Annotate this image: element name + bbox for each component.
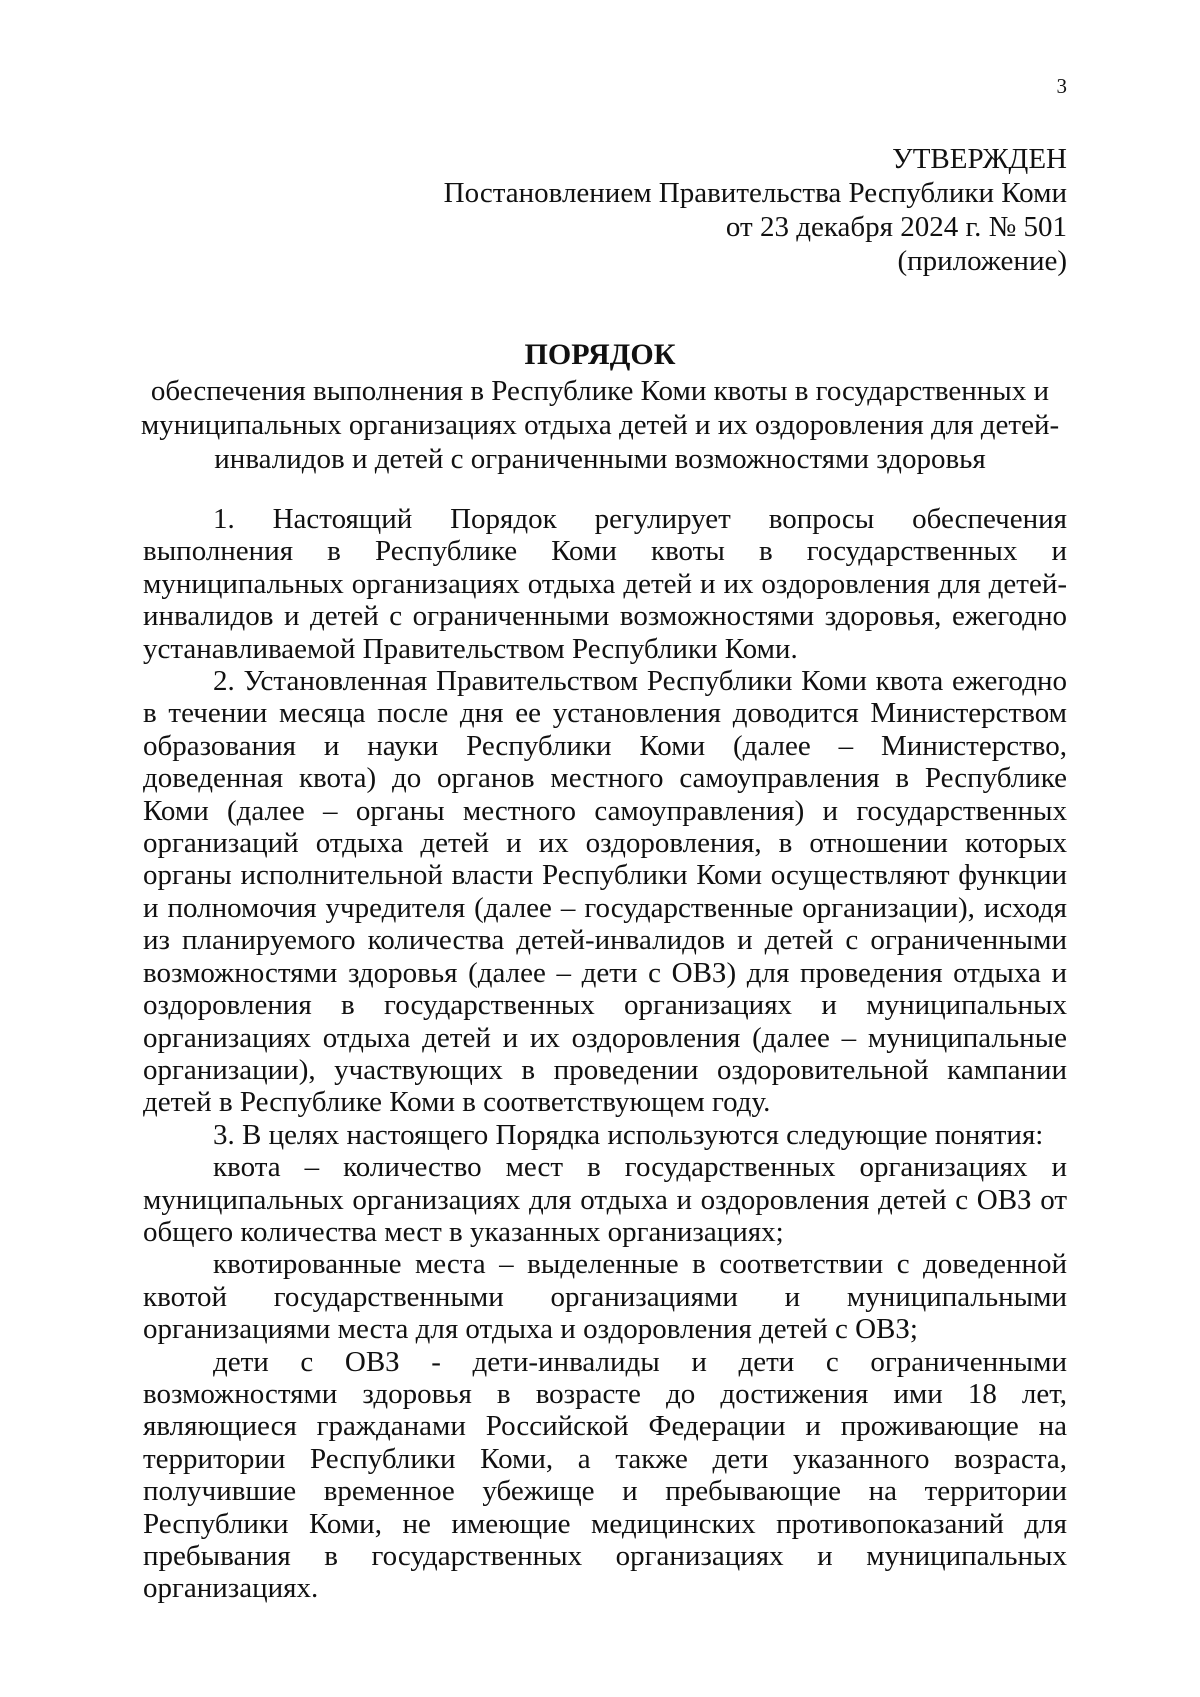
paragraph-3: 3. В целях настоящего Порядка используются следующие понятия: [213,1118,1044,1151]
paragraph-1: 1. Настоящий Порядок регулирует вопросы обеспечения выполнения в Республике Коми квоты в государственных и муниципальных организациях отдыха детей и их оздоровления для детей-инвалидов и детей с ограниченными возможностями здоровья, ежегодно устанавливаемой Правительством Республики Коми. [143,503,1067,665]
definition-children-ovz: дети с ОВЗ - дети-инвалиды и дети с ограниченными возможностями здоровья в возрасте до достижения ими 18 лет, являющиеся гражданами Российской Федерации и проживающие на территории Республики Коми, а также дети указанного возраста, получившие временное убежище и пребывающие на территории Республики Коми, не имеющие медицинских противопоказаний для пребывания в государственных организациях и муниципальных организациях. [143,1345,1067,1605]
paragraph-2: 2. Установленная Правительством Республики Коми квота ежегодно в течении месяца после дня ее установления доводится Министерством образования и науки Республики Коми (далее – Министерство, доведенная квота) до органов местного самоуправления в Республике Коми (далее – органы местного самоуправления) и государственных организаций отдыха детей и их оздоровления, в отношении которых органы исполнительной власти Республики Коми осуществляют функции и полномочия учредителя (далее – государственные организации), исходя из планируемого количества детей-инвалидов и детей с ограниченными возможностями здоровья (далее – дети с ОВЗ) для проведения отдыха и оздоровления в государственных организациях и муниципальных организациях отдыха детей и их оздоровления (далее – муниципальные организации), участвующих в проведении оздоровительной кампании детей в Республике Коми в соответствующем году. [143,665,1067,1119]
definition-quota: квота – количество мест в государственных организациях и муниципальных организациях для отдыха и оздоровления детей с ОВЗ от общего количества мест в указанных организациях; [143,1151,1067,1248]
approval-line-approved: УТВЕРЖДЕН [892,143,1067,175]
approval-block [444,142,1067,278]
definition-quota-places: квотированные места – выделенные в соответствии с доведенной квотой государственными организациями и муниципальными организациями места для отдыха и оздоровления детей с ОВЗ; [143,1248,1067,1346]
page-number: 3 [1056,74,1067,98]
approval-line-resolution: Постановлением Правительства Республики Коми [443,177,1067,209]
approval-line-appendix: (приложение) [897,245,1067,277]
document-body [143,503,1067,1605]
document-heading [133,336,1067,476]
document-title: ПОРЯДОК [524,338,676,371]
document-subtitle: обеспечения выполнения в Республике Коми квоты в государственных и муниципальных организациях отдыха детей и их оздоровления для детей-инвалидов и детей с ограниченными возможностями здоровья [140,375,1060,475]
approval-line-date: от 23 декабря 2024 г. № 501 [725,211,1067,243]
